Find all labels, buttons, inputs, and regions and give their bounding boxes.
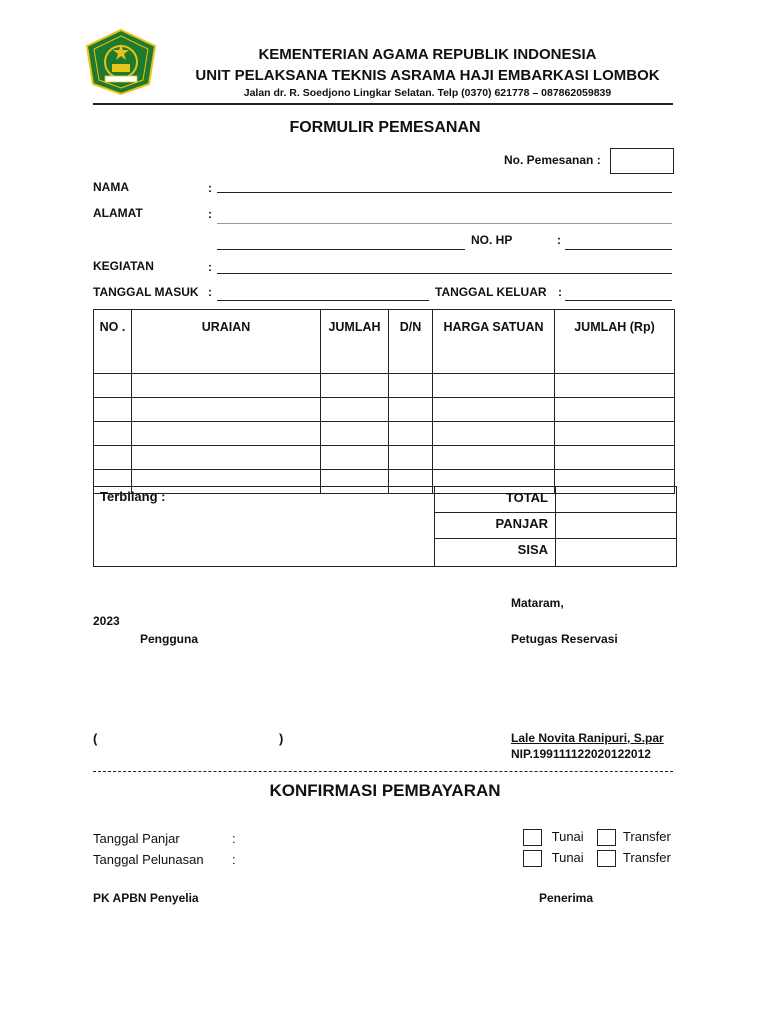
transfer-checkbox[interactable] (597, 829, 616, 846)
kegiatan-colon: : (208, 260, 212, 274)
nama-colon: : (208, 181, 212, 195)
tunai-checkbox[interactable] (523, 829, 542, 846)
officer-nip: NIP.199111122020122012 (511, 747, 651, 761)
konfirmasi-title: KONFIRMASI PEMBAYARAN (269, 781, 501, 800)
dashed-divider (93, 771, 673, 772)
transfer-label: Transfer (622, 829, 671, 844)
officer-name: Lale Novita Ranipuri, S.par (511, 731, 664, 745)
header-no: NO . (94, 310, 132, 374)
table-row (94, 446, 675, 470)
ministry-name: KEMENTERIAN AGAMA REPUBLIK INDONESIA (258, 46, 597, 63)
alamat-colon: : (208, 207, 212, 221)
tanggal-pelunasan-label: Tanggal Pelunasan (93, 852, 204, 867)
pengguna-label: Pengguna (140, 632, 199, 646)
kegiatan-field[interactable] (217, 273, 672, 274)
tanggal-masuk-field[interactable] (217, 300, 429, 301)
terbilang-label: Terbilang : (100, 489, 166, 504)
ministry-logo (83, 28, 159, 96)
tanggal-keluar-field[interactable] (565, 300, 672, 301)
tanggal-masuk-label: TANGGAL MASUK (93, 285, 199, 299)
tanggal-keluar-colon: : (558, 285, 562, 299)
tunai-label: Tunai (551, 829, 584, 844)
form-title: FORMULIR PEMESANAN (289, 119, 481, 136)
alamat-field-2[interactable] (217, 249, 465, 250)
header-harga-satuan: HARGA SATUAN (433, 310, 555, 374)
penerima-label: Penerima (539, 891, 594, 905)
header-dn: D/N (389, 310, 433, 374)
petugas-label: Petugas Reservasi (511, 632, 618, 646)
alamat-label: ALAMAT (93, 206, 143, 220)
open-paren: ( (93, 731, 98, 746)
nama-field[interactable] (217, 192, 672, 193)
table-row (94, 374, 675, 398)
items-table (93, 309, 675, 494)
tanggal-panjar-label: Tanggal Panjar (93, 831, 180, 846)
alamat-field-1[interactable] (217, 223, 672, 224)
address-line: Jalan dr. R. Soedjono Lingkar Selatan. Telp (0370) 621778 – 087862059839 (243, 87, 612, 99)
tunai-checkbox[interactable] (523, 850, 542, 867)
transfer-checkbox[interactable] (597, 850, 616, 867)
header-divider (93, 103, 673, 105)
transfer-label: Transfer (622, 850, 671, 865)
header-jumlah: JUMLAH (321, 310, 389, 374)
close-paren: ) (279, 731, 284, 746)
no-hp-colon: : (557, 233, 561, 247)
year-label: 2023 (93, 614, 120, 628)
tanggal-panjar-colon: : (232, 831, 236, 846)
table-row (94, 422, 675, 446)
total-label: TOTAL (505, 490, 548, 505)
place-label: Mataram, (511, 596, 564, 610)
panjar-label: PANJAR (495, 516, 548, 531)
tunai-label: Tunai (551, 850, 584, 865)
header-uraian: URAIAN (132, 310, 321, 374)
nama-label: NAMA (93, 180, 129, 194)
no-hp-field[interactable] (565, 249, 672, 250)
kegiatan-label: KEGIATAN (93, 259, 154, 273)
order-no-box[interactable] (610, 148, 674, 174)
header-jumlah-rp: JUMLAH (Rp) (555, 310, 675, 374)
panjar-payment-options (523, 829, 671, 846)
table-header-row (94, 310, 675, 374)
tanggal-keluar-label: TANGGAL KELUAR (435, 285, 547, 299)
pelunasan-payment-options (523, 850, 671, 867)
tanggal-masuk-colon: : (208, 285, 212, 299)
table-row (94, 398, 675, 422)
pk-apbn-label: PK APBN Penyelia (93, 891, 199, 905)
order-no-label: No. Pemesanan : (504, 153, 601, 167)
no-hp-label: NO. HP (471, 233, 513, 247)
sisa-label: SISA (517, 542, 548, 557)
unit-name: UNIT PELAKSANA TEKNIS ASRAMA HAJI EMBARKASI LOMBOK (195, 67, 660, 84)
tanggal-pelunasan-colon: : (232, 852, 236, 867)
